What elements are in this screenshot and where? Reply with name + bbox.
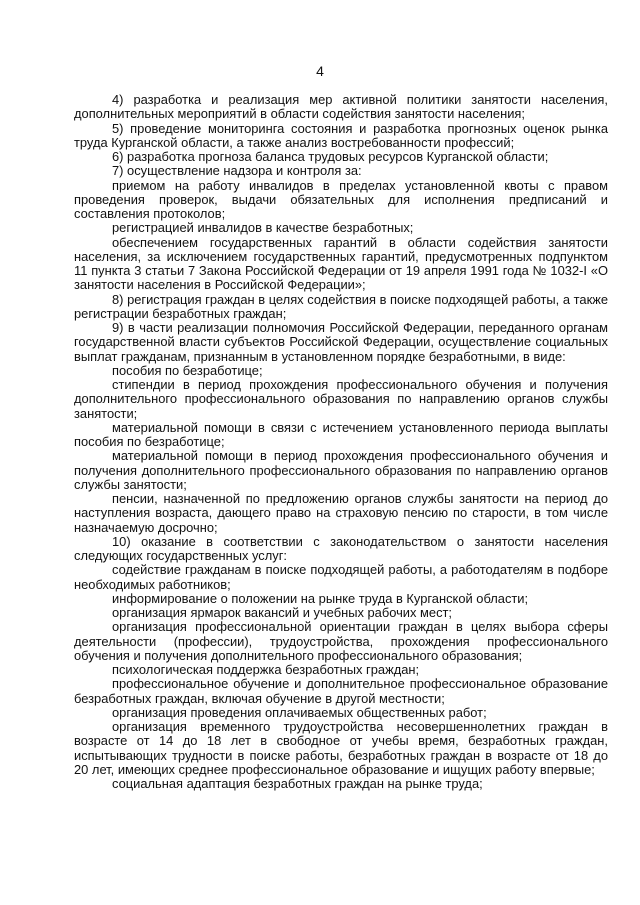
- paragraph: пособия по безработице;: [112, 362, 263, 378]
- document-body: [74, 93, 608, 791]
- paragraph: стипендии в период прохождения профессионального обучения и получения дополнительного профессионального образования по направлению органов службы занятости;: [74, 377, 608, 421]
- paragraph: 4) разработка и реализация мер активной политики занятости населения, дополнительных мероприятий в области содействия занятости населения;: [74, 92, 608, 122]
- paragraph: 6) разработка прогноза баланса трудовых ресурсов Курганской области;: [112, 149, 549, 164]
- paragraph: обеспечением государственных гарантий в области содействия занятости населения, за исключением государственных гарантий, предусмотренных подпунктом 11 пункта 3 статьи 7 Закона Российской Федерации от 19 апреля 1991 года № 1032-I «О занятости населения в Российской Федерации»;: [74, 234, 608, 293]
- paragraph: организация профессиональной ориентации граждан в целях выбора сферы деятельности (профессии), трудоустройства, прохождения профессионального обучения и получения дополнительного профессионального образования;: [74, 619, 608, 663]
- paragraph: регистрацией инвалидов в качестве безработных;: [112, 220, 414, 236]
- paragraph: профессиональное обучение и дополнительное профессиональное образование безработных граждан, включая обучение в другой местности;: [74, 676, 608, 706]
- paragraph: 10) оказание в соответствии с законодательством о занятости населения следующих государственных услуг:: [74, 533, 608, 563]
- paragraph: 5) проведение мониторинга состояния и разработка прогнозных оценок рынка труда Курганской области, а также анализ востребованности профессий;: [74, 120, 608, 150]
- paragraph: приемом на работу инвалидов в пределах установленной квоты с правом проведения проверок, выдачи обязательных для исполнения предписаний и составления протоколов;: [74, 177, 608, 221]
- paragraph: организация проведения оплачиваемых общественных работ;: [112, 704, 487, 720]
- paragraph: организация ярмарок вакансий и учебных рабочих мест;: [112, 605, 452, 620]
- paragraph: материальной помощи в период прохождения профессионального обучения и получения дополнительного профессионального образования по направлению органов службы занятости;: [74, 448, 608, 492]
- paragraph: 9) в части реализации полномочия Российской Федерации, переданного органам государственной власти субъектов Российской Федерации, осуществление социальных выплат гражданам, признанным в установленном порядке безработными, в виде:: [74, 320, 608, 364]
- paragraph: пенсии, назначенной по предложению органов службы занятости на период до наступления возраста, дающего право на страховую пенсию по старости, в том числе назначаемую досрочно;: [74, 491, 608, 535]
- paragraph: 8) регистрация граждан в целях содействия в поиске подходящей работы, а также регистрации безработных граждан;: [74, 291, 608, 321]
- paragraph: организация временного трудоустройства несовершеннолетних граждан в возрасте от 14 до 18 лет в свободное от учебы время, безработных граждан, испытывающих трудности в поиске работы, безработных граждан в возрасте от 18 до 20 лет, имеющих среднее профессиональное образование и ищущих работу впервые;: [74, 719, 608, 777]
- paragraph: содействие гражданам в поиске подходящей работы, а работодателям в подборе необходимых работников;: [74, 562, 608, 592]
- paragraph: 7) осуществление надзора и контроля за:: [112, 163, 362, 179]
- paragraph: психологическая поддержка безработных граждан;: [112, 662, 420, 677]
- paragraph: информирование о положении на рынке труда в Курганской области;: [112, 590, 529, 606]
- paragraph: материальной помощи в связи с истечением установленного периода выплаты пособия по безработице;: [74, 419, 608, 449]
- paragraph: социальная адаптация безработных граждан на рынке труда;: [112, 776, 483, 791]
- page-number: 4: [316, 63, 324, 79]
